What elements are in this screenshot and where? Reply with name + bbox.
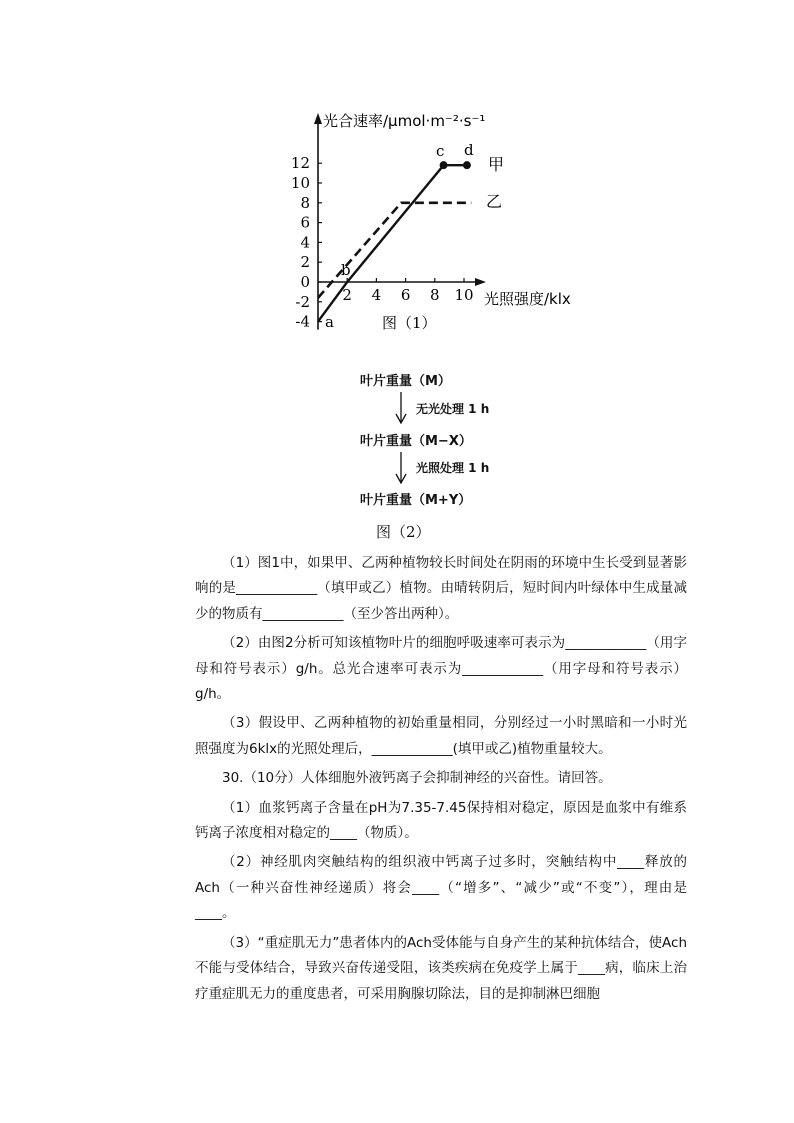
x-tick-label: 10 xyxy=(454,286,474,304)
series-label-yi: 乙 xyxy=(486,192,503,211)
question-text xyxy=(195,551,687,1011)
y-tick-label: -4 xyxy=(295,312,310,331)
question-29-2: （2）由图2分析可知该植物叶片的细胞呼吸速率可表示为____________（用字母和符号表示）g/h。总光合速率可表示为____________（用字母和符号表示）g/h。 xyxy=(195,635,687,703)
x-tick-label: 4 xyxy=(371,286,382,304)
series-line-jia xyxy=(318,165,467,321)
y-axis-label: 光合速率/μmol·m⁻²·s⁻¹ xyxy=(323,112,486,130)
y-tick-label: 2 xyxy=(300,253,310,272)
x-tick-label: 6 xyxy=(400,286,411,304)
y-axis-arrow xyxy=(314,113,322,124)
flow-step-1: 无光处理 1 h xyxy=(416,402,490,416)
y-tick-label: 4 xyxy=(300,233,310,252)
point-label-d: d xyxy=(464,141,474,159)
question-30-1: （1）血浆钙离子含量在pH为7.35-7.45保持相对稳定，原因是血浆中有维系钙离子浓度相对稳定的____（物质）。 xyxy=(195,799,687,842)
question-30-intro: 30.（10分）人体细胞外液钙离子会抑制神经的兴奋性。请回答。 xyxy=(222,770,612,787)
figure1-caption: 图（1） xyxy=(382,314,437,332)
chart-series xyxy=(318,161,474,321)
y-tick-label: 8 xyxy=(300,193,310,212)
flow-box-1: 叶片重量（M） xyxy=(360,374,451,389)
y-tick-label: 6 xyxy=(300,213,310,232)
question-30-2: （2）神经肌肉突触结构的组织液中钙离子过多时，突触结构中____释放的Ach（一种兴奋性神经递质）将会____（“增多”、“减少”或“不变”），理由是____。 xyxy=(195,854,687,922)
down-arrow-icon xyxy=(394,392,408,424)
down-arrow-icon xyxy=(394,452,408,484)
x-axis-arrow xyxy=(475,278,486,286)
data-point-c xyxy=(440,161,448,169)
y-tick-label: 12 xyxy=(290,154,310,173)
y-tick-label: 10 xyxy=(290,174,310,192)
point-label-b: b xyxy=(341,261,351,279)
x-axis-label: 光照强度/klx xyxy=(484,290,571,308)
point-label-a: a xyxy=(325,313,334,331)
y-tick-label: -2 xyxy=(295,292,310,311)
flow-box-2: 叶片重量（M−X） xyxy=(360,434,472,449)
series-label-jia: 甲 xyxy=(488,155,505,174)
flow-step-2: 光照处理 1 h xyxy=(416,461,490,475)
y-tick-label: 0 xyxy=(300,273,310,291)
data-point-d xyxy=(463,161,471,169)
x-tick-label: 2 xyxy=(342,286,352,304)
question-29-3: （3）假设甲、乙两种植物的初始重量相同，分别经过一小时黑暗和一小时光照强度为6klx的光照处理后，____________(填甲或乙)植物重量较大。 xyxy=(195,715,687,757)
point-label-c: c xyxy=(436,142,445,160)
figure1-chart xyxy=(0,0,794,345)
figure2-caption: 图（2） xyxy=(376,523,431,541)
question-29-1: （1）图1中，如果甲、乙两种植物较长时间处在阴雨的环境中生长受到显著影响的是____________（填甲或乙）植物。由晴转阴后，短时间内叶绿体中生成量减少的物质有____________（至少答出两种）。 xyxy=(195,555,687,622)
flow-box-3: 叶片重量（M+Y） xyxy=(360,493,472,508)
figure2-flow xyxy=(0,360,794,540)
series-line-yi xyxy=(318,203,471,298)
question-30-3: （3）“重症肌无力”患者体内的Ach受体能与自身产生的某种抗体结合，使Ach不能与受体结合，导致兴奋传递受阻，该类疾病在免疫学上属于____病，临床上治疗重症肌无力的重度患者，可采用胸腺切除法，目的是抑制淋巴细胞 xyxy=(195,934,687,1002)
x-tick-label: 8 xyxy=(430,286,440,304)
